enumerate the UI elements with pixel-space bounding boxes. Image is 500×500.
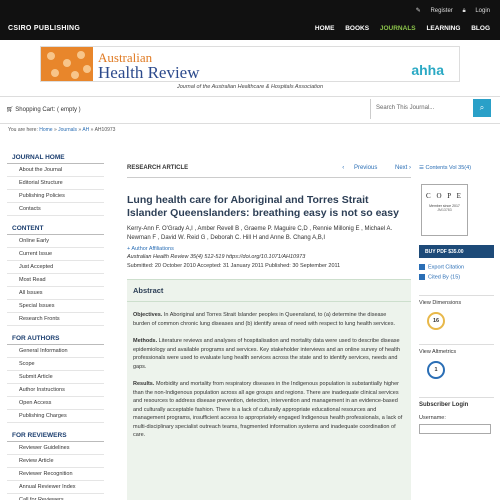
- sidebar-item[interactable]: Research Fronts: [7, 313, 104, 326]
- sidebar-heading[interactable]: FOR AUTHORS: [7, 331, 104, 345]
- buy-pdf-button[interactable]: BUY PDF $35.00: [419, 245, 494, 258]
- breadcrumb-home[interactable]: Home: [39, 127, 53, 133]
- article-title: Lung health care for Aboriginal and Torres Strait Islander Queenslanders: breathing easy is not so easy: [127, 194, 399, 219]
- cope-logo[interactable]: [421, 184, 468, 236]
- previous-link[interactable]: ‹ Previous: [342, 165, 378, 171]
- sidebar-item[interactable]: Publishing Policies: [7, 190, 104, 203]
- breadcrumb: You are here: Home » Journals » AH » AH10973: [8, 127, 116, 133]
- objectives-label: Objectives.: [133, 312, 163, 318]
- csiro-logo[interactable]: CSIRO PUBLISHING: [8, 25, 81, 32]
- contents-label: Contents Vol 35(4): [425, 165, 472, 171]
- abstract-box: [127, 279, 411, 500]
- sidebar: [7, 150, 104, 500]
- sidebar-group-content: [7, 221, 104, 326]
- sidebar-heading[interactable]: CONTENT: [7, 221, 104, 235]
- sidebar-item[interactable]: Call for Reviewers: [7, 494, 104, 500]
- altmetrics-section: [419, 344, 494, 379]
- sidebar-item[interactable]: Review Article: [7, 455, 104, 468]
- nav-learning[interactable]: LEARNING: [426, 25, 461, 32]
- register-link[interactable]: ✎ Register: [415, 8, 453, 14]
- sidebar-heading[interactable]: JOURNAL HOME: [7, 150, 104, 164]
- previous-label: Previous: [353, 165, 378, 171]
- contents-icon: ☰: [419, 165, 424, 171]
- results-text: Morbidity and mortality from respiratory diseases in the Indigenous population is substantially higher than the non-Indigenous population across all age groups and regions. There are inadequate clinical services and resources to address disease prevention, detection, intervention and management in an evidence-based and culturally acceptable fashion. There is a lack of culturally appropriate educational resources and management programs, insufficient access to appropriately engaged Indigenous health professionals, a lack of multi-disciplinary specialist outreach teams, fragmented information systems and inadequate coordination of care.: [133, 381, 403, 438]
- export-icon: [419, 264, 425, 270]
- search-icon[interactable]: ⌕: [473, 99, 491, 117]
- sidebar-item[interactable]: Publishing Charges: [7, 410, 104, 423]
- shopping-cart[interactable]: [6, 106, 81, 113]
- breadcrumb-journals[interactable]: Journals: [58, 127, 78, 133]
- cited-by-icon: [419, 274, 425, 280]
- next-link[interactable]: Next ›: [394, 165, 411, 171]
- methods-label: Methods.: [133, 338, 158, 344]
- subscriber-login-heading: Subscriber Login: [419, 397, 494, 408]
- sidebar-item[interactable]: Reviewer Recognition: [7, 468, 104, 481]
- sidebar-item[interactable]: Scope: [7, 358, 104, 371]
- abstract-methods: [127, 337, 411, 371]
- cope-member: Member since 2017: [429, 204, 460, 208]
- nav-books[interactable]: BOOKS: [345, 25, 370, 32]
- right-panel: [419, 165, 494, 434]
- methods-text: Literature reviews and analyses of hospitalisation and mortality data were used to describe disease epidemiology and available programs and services. Key stakeholder interviews and an online survey of health professionals were used to evaluate lung health services across the state and to identify services, needs and gaps.: [133, 338, 400, 370]
- dimensions-section: [419, 295, 494, 330]
- sidebar-item[interactable]: Current Issue: [7, 248, 104, 261]
- article-type: RESEARCH ARTICLE: [127, 165, 189, 171]
- banner-title-line2: Health Review: [98, 63, 200, 82]
- sidebar-group-journal-home: [7, 150, 104, 216]
- nav-home[interactable]: HOME: [314, 25, 335, 32]
- article-authors[interactable]: Kerry-Ann F. O'Grady A,I , Amber Revell B , Graeme P. Maguire C,D , Rennie Millonig E , Michael A. Newman F , David W. Reid G , Deborah C. Hill H and Anne B. Chang A,B,I: [127, 226, 393, 241]
- login-label: Login: [475, 8, 490, 14]
- ahha-logo: ahha: [411, 62, 444, 78]
- cope-title: C O P E: [426, 192, 463, 200]
- abstract-heading: Abstract: [127, 280, 411, 302]
- article-main: [127, 165, 411, 500]
- sidebar-item[interactable]: Open Access: [7, 397, 104, 410]
- sidebar-item[interactable]: General Information: [7, 345, 104, 358]
- utility-links: [408, 7, 490, 15]
- altmetrics-label: View Altmetrics: [419, 348, 457, 355]
- main-nav: [306, 25, 490, 32]
- username-label: Username:: [419, 414, 446, 421]
- banner-texture: [41, 47, 93, 82]
- next-label: Next: [394, 165, 408, 171]
- export-label: Export Citation: [428, 264, 465, 271]
- cope-id: JM13783: [437, 208, 452, 212]
- author-affiliations-toggle[interactable]: + Author Affiliations: [127, 246, 174, 252]
- sidebar-item[interactable]: Annual Reviewer Index: [7, 481, 104, 494]
- cited-by-label: Cited By (15): [428, 274, 461, 281]
- abstract-results: [127, 380, 411, 440]
- breadcrumb-prefix: You are here:: [8, 127, 38, 133]
- journal-banner[interactable]: [40, 46, 460, 82]
- sidebar-group-for-authors: [7, 331, 104, 423]
- banner-title-line1: Australian: [98, 50, 153, 65]
- divider: [127, 177, 411, 178]
- article-dates: Submitted: 20 October 2010 Accepted: 31 January 2011 Published: 30 September 2011: [127, 263, 341, 269]
- cart-label: Shopping Cart: ( empty ): [15, 107, 81, 113]
- sidebar-group-for-reviewers: [7, 428, 104, 500]
- sidebar-item[interactable]: Author Instructions: [7, 384, 104, 397]
- sidebar-item[interactable]: Online Early: [7, 235, 104, 248]
- sidebar-item[interactable]: Editorial Structure: [7, 177, 104, 190]
- results-label: Results.: [133, 381, 155, 387]
- abstract-objectives: [127, 311, 411, 328]
- nav-blog[interactable]: BLOG: [471, 25, 490, 32]
- nav-journals[interactable]: JOURNALS: [379, 25, 416, 32]
- objectives-text: In Aboriginal and Torres Strait Islander peoples in Queensland, to (a) determine the disease burden of common chronic lung diseases and (b) identify areas of need with respect to lung health services.: [133, 312, 396, 327]
- sidebar-item[interactable]: All Issues: [7, 287, 104, 300]
- sidebar-item[interactable]: Reviewer Guidelines: [7, 442, 104, 455]
- article-citation[interactable]: Australian Health Review 35(4) 512-519 https://doi.org/10.1071/AH10973: [127, 254, 306, 260]
- contents-link[interactable]: [419, 165, 494, 171]
- journal-subtitle: Journal of the Australian Healthcare & Hospitals Association: [176, 84, 324, 90]
- cart-icon: 🛒︎: [6, 107, 14, 113]
- cited-by-link[interactable]: [419, 274, 494, 280]
- breadcrumb-current: AH10973: [94, 127, 116, 133]
- sidebar-item[interactable]: Just Accepted: [7, 261, 104, 274]
- top-bar: [0, 0, 500, 40]
- cart-search-row: [0, 96, 500, 124]
- login-link[interactable]: 🔒︎ Login: [462, 8, 490, 14]
- sidebar-item[interactable]: Submit Article: [7, 371, 104, 384]
- article-pagination: [334, 165, 411, 171]
- dimensions-badge[interactable]: 16: [427, 312, 445, 330]
- sidebar-item[interactable]: Contacts: [7, 203, 104, 216]
- dimensions-label: View Dimensions: [419, 299, 462, 306]
- search-input[interactable]: Search This Journal...: [370, 99, 472, 119]
- sidebar-item[interactable]: Most Read: [7, 274, 104, 287]
- register-label: Register: [430, 8, 453, 14]
- username-field[interactable]: [419, 424, 491, 434]
- sidebar-heading[interactable]: FOR REVIEWERS: [7, 428, 104, 442]
- sidebar-item[interactable]: Special Issues: [7, 300, 104, 313]
- export-citation-link[interactable]: [419, 264, 494, 270]
- sidebar-item[interactable]: About the Journal: [7, 164, 104, 177]
- breadcrumb-ah[interactable]: AH: [82, 127, 90, 133]
- altmetric-badge[interactable]: 1: [427, 361, 445, 379]
